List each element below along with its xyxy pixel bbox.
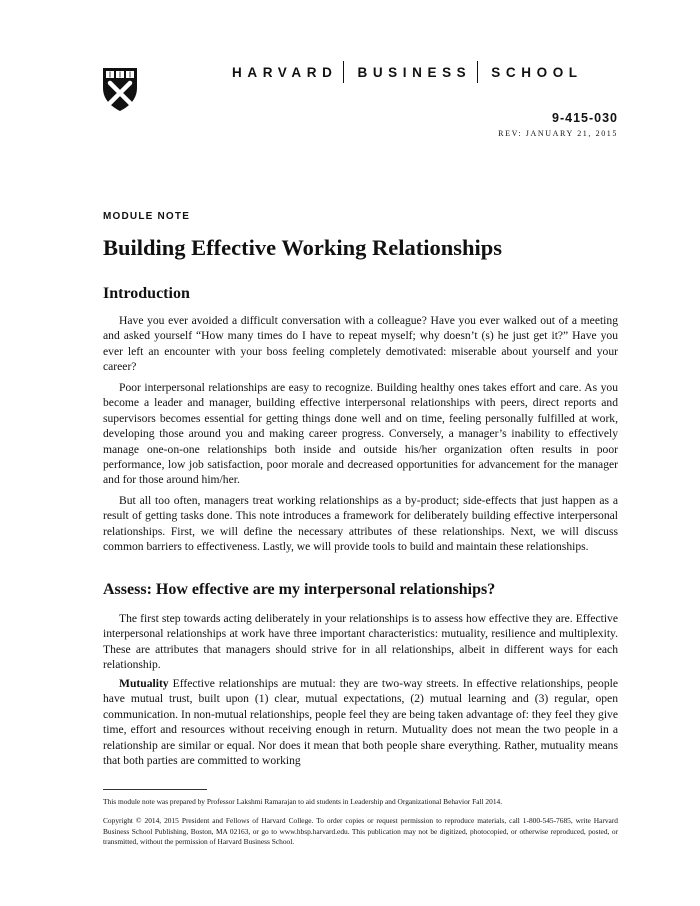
school-name-school: SCHOOL xyxy=(491,64,583,80)
paragraph: Poor interpersonal relationships are easy to recognize. Building healthy ones takes effort and care. As you become a leader and manager, building effective interpersonal relationships with peers, direct reports and supervisors becomes essential for getting things done well and on time, feeling personally fulfilled at work, developing those around you and making career progress. Conversely, a manager’s inability to effectively manage one-on-one relationships both inside and outside his/her organization often results in poor performance, low job satisfaction, poor morale and decreased opportunities for advancement for the manager and for those around him/her. xyxy=(103,381,618,487)
school-name-harvard: HARVARD xyxy=(232,64,338,80)
mutuality-term: Mutuality xyxy=(119,677,169,690)
module-note-label: MODULE NOTE xyxy=(103,211,191,222)
document-title: Building Effective Working Relationships xyxy=(103,235,503,260)
mutuality-text: Effective relationships are mutual: they are two-way streets. In effective relationships, people have mutual trust, built upon (1) clear, mutual expectations, (2) mutual learning and (3) regular, open communication. In non-mutual relationships, people feel they are being taken advantage of: they feel they give time, effort and resources without receiving enough in return. Mutuality does not mean the two people in a relationship are similar or equal. Nor does it mean that both people share everything. Rather, mutuality means that both parties are committed to working xyxy=(103,677,618,768)
school-name-business: BUSINESS xyxy=(357,64,472,80)
section-heading-assess: Assess: How effective are my interpersonal relationships? xyxy=(103,581,496,598)
footnote-copyright: Copyright © 2014, 2015 President and Fellows of Harvard College. To order copies or request permission to reproduce materials, call 1-800-545-7685, write Harvard Business School Publishing, Boston, MA 02163, or go to www.hbsp.harvard.edu. This publication may not be digitized, photocopied, or otherwise reproduced, posted, or transmitted, without the permission of Harvard Business School. xyxy=(103,816,618,847)
document-number: 9-415-030 xyxy=(552,111,618,125)
harvard-veritas-shield-icon xyxy=(102,66,138,112)
revision-date: REV: JANUARY 21, 2015 xyxy=(498,129,618,138)
footnote-divider xyxy=(103,789,207,790)
section-heading-introduction: Introduction xyxy=(103,285,190,302)
paragraph-mutuality xyxy=(103,676,618,768)
school-name-divider xyxy=(343,61,344,83)
paragraph: The first step towards acting deliberately in your relationships is to assess how effective they are. Effective interpersonal relationships at work have three important characteristics: mutuality, resilience and multiplexity. These are attributes that managers should strive for in all relationships, albeit in different ways for each relationship. xyxy=(103,612,618,672)
paragraph: But all too often, managers treat working relationships as a by-product; side-effects that just happen as a result of getting tasks done. This note introduces a framework for deliberately building effective interpersonal relationships. First, we will define the necessary attributes of these relationships. Next, we will discuss common barriers to effectiveness. Lastly, we will provide tools to build and maintain these relationships. xyxy=(103,494,618,554)
paragraph: Have you ever avoided a difficult conversation with a colleague? Have you ever walked out of a meeting and asked yourself “How many times do I have to repeat myself; why doesn’t (s) he just get it?” Have you ever left an encounter with your boss feeling completely demotivated: miserable about yourself and your career? xyxy=(103,314,618,374)
school-name-divider xyxy=(477,61,478,83)
school-name xyxy=(232,62,620,82)
footnote-prepared-by: This module note was prepared by Professor Lakshmi Ramarajan to aid students in Leadership and Organizational Behavior Fall 2014. xyxy=(103,797,503,806)
